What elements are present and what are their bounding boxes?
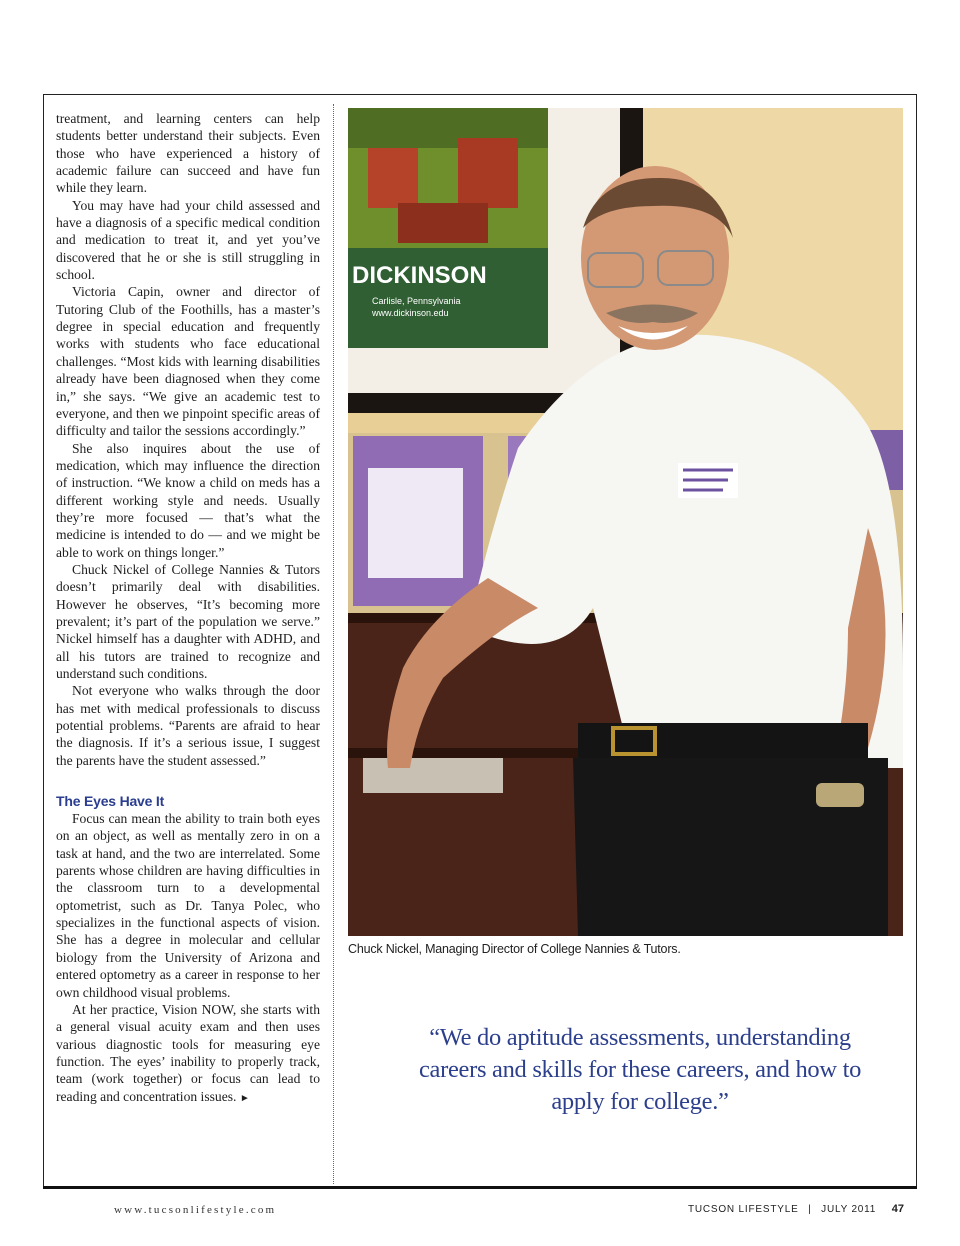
photo-caption: Chuck Nickel, Managing Director of College Nannies & Tutors. — [348, 942, 681, 956]
poster-title: DICKINSON — [352, 262, 487, 289]
poster-url: www.dickinson.edu — [372, 308, 449, 318]
article-paragraph: Chuck Nickel of College Nannies & Tutors doesn’t primarily deal with disabilities. However he observes, “It’s becoming more prevalent; it’s part of the population we serve.” Nickel himself has a daughter with ADHD, and all his tutors are trained to recognize and understand such conditions. — [56, 561, 320, 681]
article-column — [56, 110, 320, 1107]
pull-quote: “We do aptitude assessments, understanding careers and skills for these careers, and how to apply for college.” — [418, 1024, 862, 1115]
page-number: 47 — [891, 1203, 904, 1215]
footer-magazine: TUCSON LIFESTYLE — [687, 1204, 799, 1215]
article-paragraph: treatment, and learning centers can help students better understand their subjects. Even those who have experienced a history of academic failure can succeed and have fun while they learn. — [56, 111, 320, 196]
article-paragraph: Victoria Capin, owner and director of Tutoring Club of the Foothills, has a master’s degree in special education and frequently works with students who face educational challenges. “Most kids with learning disabilities already have been diagnosed when they come in,” she says. “We give an academic test to everyone, and then we pinpoint specific areas of difficulty and tailor the sessions accordingly.” — [56, 284, 320, 439]
continue-arrow-icon: ► — [239, 1092, 250, 1104]
footer-separator: | — [808, 1204, 812, 1215]
article-paragraph — [56, 1001, 320, 1107]
article-paragraph: She also inquires about the use of medication, which may influence the direction of instruction. “We know a child on meds has a different working style and needs. Usually they’re more focused — that’s what the medicine is intended to do — and we might be able to work on things longer.” — [56, 440, 320, 560]
section-subhead: The Eyes Have It — [56, 793, 165, 810]
article-paragraph: You may have had your child assessed and have a diagnosis of a specific medical condition and medication to treat it, and yet you’ve discovered that he or she is still struggling in school. — [56, 197, 320, 283]
bottom-rule — [43, 1186, 917, 1189]
article-paragraph: Not everyone who walks through the door has met with medical professionals to discuss potential problems. “Parents are afraid to hear the diagnosis. If it’s a serious issue, I suggest the parents have the student assessed.” — [56, 683, 320, 768]
poster-location: Carlisle, Pennsylvania — [372, 296, 461, 306]
article-paragraph-text: At her practice, Vision NOW, she starts with a general visual acuity exam and then uses various diagnostic tools for measuring eye function. The eyes’ inability to properly track, team (work together) or focus can lead to reading and concentration issues. — [56, 1001, 320, 1104]
article-paragraph: Focus can mean the ability to train both eyes on an object, as well as mentally zero in on a task at hand, and the two are interrelated. Some parents whose children are having difficulties in the classroom turn to a developmental optometrist, such as Dr. Tanya Polec, who specializes in the functional aspects of vision. She has a degree in molecular and cellular biology from the University of Arizona and entered optometry as a career in response to her own childhood visual problems. — [56, 811, 320, 1000]
column-divider — [333, 104, 334, 1184]
footer-folio — [688, 1203, 904, 1215]
portrait-photo — [348, 108, 903, 936]
footer-url: www.tucsonlifestyle.com — [114, 1204, 277, 1216]
footer-issue: JULY 2011 — [821, 1204, 877, 1215]
